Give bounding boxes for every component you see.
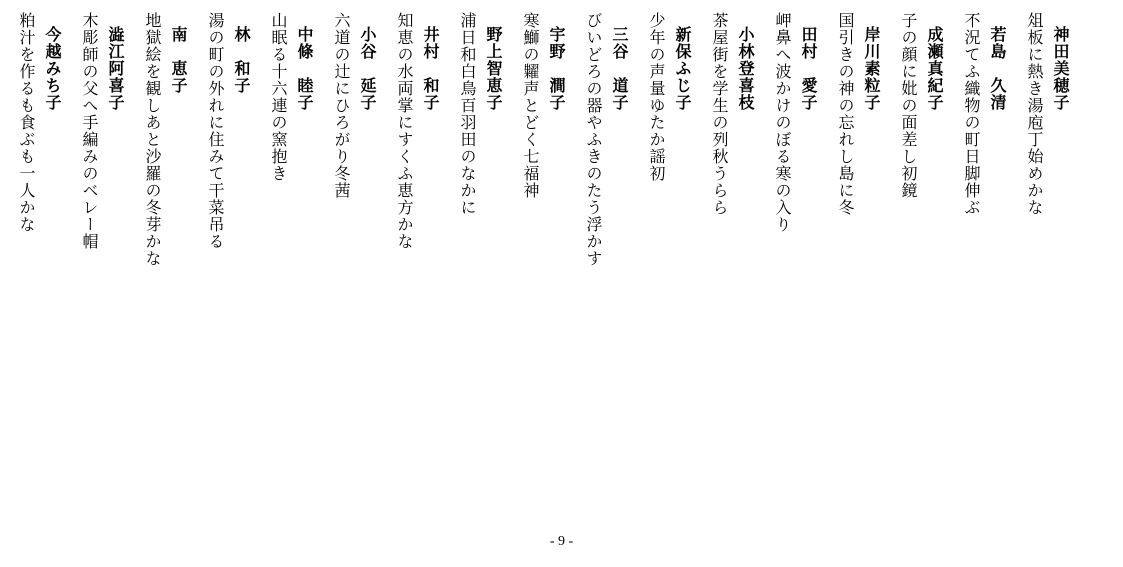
poet-name: 三谷 道子 — [610, 26, 629, 111]
haiku-entry — [328, 12, 380, 199]
haiku-verse: 木彫師の父へ手編みのベレー帽 — [80, 12, 99, 250]
haiku-verse: 子の顔に妣の面差し初鏡 — [899, 12, 918, 199]
haiku-entry — [139, 12, 191, 267]
poet-name: 新保ふじ子 — [673, 26, 692, 111]
haiku-entry — [76, 12, 128, 250]
poet-name: 野上智恵子 — [484, 26, 503, 111]
poet-name: 宇野 澗子 — [547, 26, 566, 111]
poet-name: 中條 睦子 — [295, 26, 314, 111]
haiku-verse: 湯の町の外れに住みて干菜吊る — [206, 12, 225, 250]
haiku-entry — [1021, 12, 1073, 216]
haiku-entry — [265, 12, 317, 182]
haiku-verse: 山眠る十六連の窯抱き — [269, 12, 288, 182]
poet-name: 神田美穂子 — [1051, 26, 1070, 111]
page-number: - 9 - — [549, 534, 574, 549]
haiku-verse: 六道の辻にひろがり冬茜 — [332, 12, 351, 199]
poet-name: 成瀬真紀子 — [925, 26, 944, 111]
haiku-verse: 茶屋街を学生の列秋うらら — [710, 12, 729, 216]
haiku-verse: 岬鼻へ波かけのぼる寒の入り — [773, 12, 792, 233]
haiku-entry — [202, 12, 254, 250]
haiku-entry — [580, 12, 632, 267]
haiku-entry — [391, 12, 443, 250]
poet-name: 南 恵子 — [169, 26, 188, 94]
haiku-columns — [2, 12, 1073, 512]
haiku-verse: 浦日和白鳥百羽田のなかに — [458, 12, 477, 216]
haiku-verse: 国引きの神の忘れし島に冬 — [836, 12, 855, 216]
poet-name: 今越みち子 — [43, 26, 62, 111]
haiku-entry — [895, 12, 947, 199]
poet-name: 小谷 延子 — [358, 26, 377, 111]
haiku-verse: 寒鰤の糶声とどく七福神 — [521, 12, 540, 199]
poet-name: 林 和子 — [232, 26, 251, 94]
haiku-entry — [769, 12, 821, 233]
haiku-verse: 粕汁を作るも食ぶも一人かな — [17, 12, 36, 233]
haiku-verse: 地獄絵を観しあと沙羅の冬芽かな — [143, 12, 162, 267]
haiku-verse: 少年の声量ゆたか謡初 — [647, 12, 666, 182]
poet-name: 小林登喜枝 — [736, 26, 755, 111]
haiku-verse: 不況てふ織物の町日脚伸ぶ — [962, 12, 981, 216]
haiku-entry — [958, 12, 1010, 216]
poet-name: 井村 和子 — [421, 26, 440, 111]
haiku-entry — [643, 12, 695, 182]
haiku-entry — [517, 12, 569, 199]
poet-name: 若島 久清 — [988, 26, 1007, 111]
haiku-entry — [706, 12, 758, 216]
haiku-entry — [13, 12, 65, 233]
haiku-verse: 俎板に熱き湯庖丁始めかな — [1025, 12, 1044, 216]
haiku-entry — [832, 12, 884, 216]
haiku-verse: びいどろの器やふきのたう浮かす — [584, 12, 603, 267]
poet-name: 田村 愛子 — [799, 26, 818, 111]
haiku-verse: 知恵の水両掌にすくふ恵方かな — [395, 12, 414, 250]
poet-name: 澁江阿喜子 — [106, 26, 125, 111]
haiku-entry — [454, 12, 506, 216]
poet-name: 岸川素粒子 — [862, 26, 881, 111]
